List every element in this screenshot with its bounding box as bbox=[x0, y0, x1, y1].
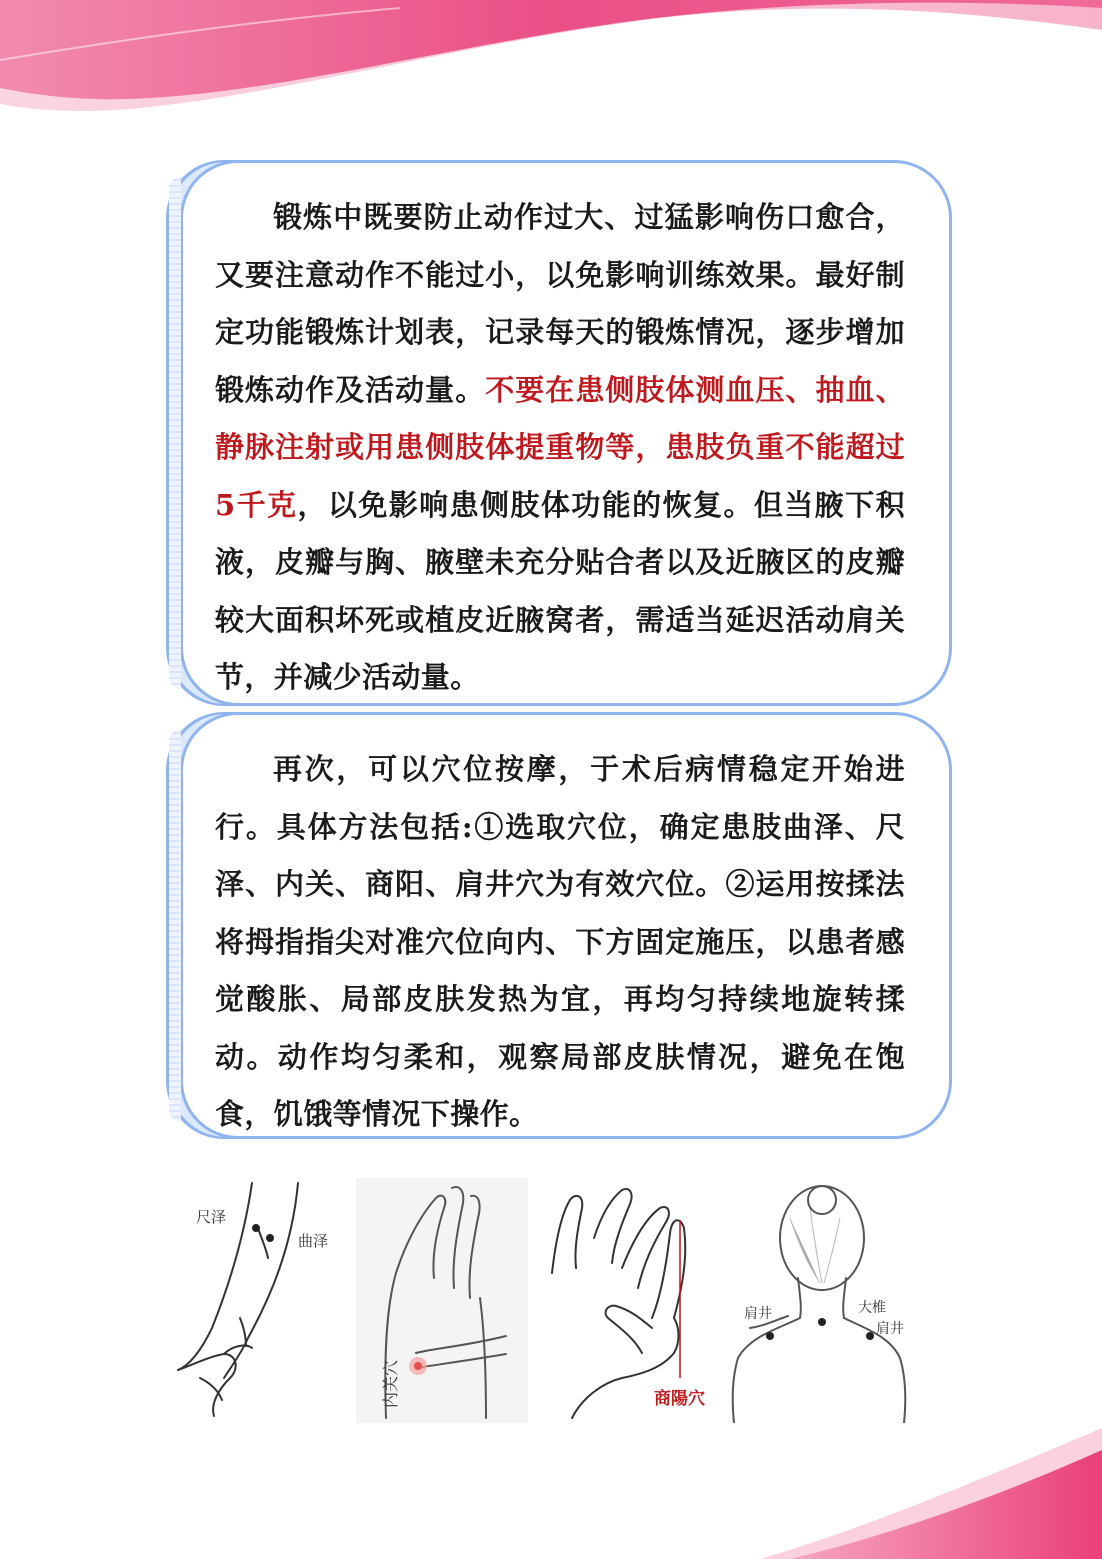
top-wave-decoration bbox=[0, 0, 1102, 150]
arm-acupoint-illustration bbox=[170, 1178, 350, 1423]
hand-acupoint-illustration bbox=[542, 1178, 718, 1423]
acupoint-label-shangyang: 商陽穴 bbox=[654, 1389, 705, 1409]
exercise-paragraph bbox=[215, 189, 905, 707]
acupoint-label-jianjing-left: 肩井 bbox=[744, 1306, 772, 1322]
exercise-text-part1: 锻炼中既要防止动作过大、过猛影响伤口愈合，又要注意动作不能过小，以免影响训练效果。最好制定功能锻炼计划表，记录每天的锻炼情况，逐步增加锻炼动作及活动量。 bbox=[215, 200, 905, 407]
acupoint-label-chize: 尺泽 bbox=[196, 1208, 227, 1226]
acupoint-figures bbox=[170, 1178, 910, 1428]
acupoint-label-dazhui: 大椎 bbox=[858, 1300, 886, 1316]
bottom-wave-decoration bbox=[0, 1420, 1102, 1559]
acupoint-label-quze: 曲泽 bbox=[298, 1232, 329, 1250]
massage-paragraph bbox=[215, 741, 905, 1144]
exercise-text-part2: ，以免影响患侧肢体功能的恢复。但当腋下积液，皮瓣与胸、腋壁未充分贴合者以及近腋区的皮瓣较大面积坏死或植皮近腋窝者，需适当延迟活动肩关节，并减少活动量。 bbox=[215, 487, 905, 694]
info-card-acupoint-massage bbox=[180, 712, 952, 1139]
acupoint-label-jianjing-right: 肩井 bbox=[876, 1321, 904, 1337]
neck-acupoint-illustration bbox=[730, 1178, 910, 1423]
exercise-warning-text: 不要在患侧肢体测血压、抽血、静脉注射或用患侧肢体提重物等，患肢负重不能超过5千克 bbox=[215, 372, 905, 522]
wrist-acupoint-illustration bbox=[356, 1178, 528, 1423]
info-card-exercise bbox=[180, 160, 952, 706]
massage-text: 再次，可以穴位按摩，于术后病情稳定开始进行。具体方法包括:①选取穴位，确定患肢曲泽、尺泽、内关、商阳、肩井穴为有效穴位。②运用按揉法将拇指指尖对准穴位向内、下方固定施压，以患者感觉酸胀、局部皮肤发热为宜，再均匀持续地旋转揉动。动作均匀柔和，观察局部皮肤情况，避免在饱食，饥饿等情况下操作。 bbox=[215, 752, 905, 1131]
acupoint-label-neiguan: 内关穴 bbox=[381, 1359, 400, 1408]
